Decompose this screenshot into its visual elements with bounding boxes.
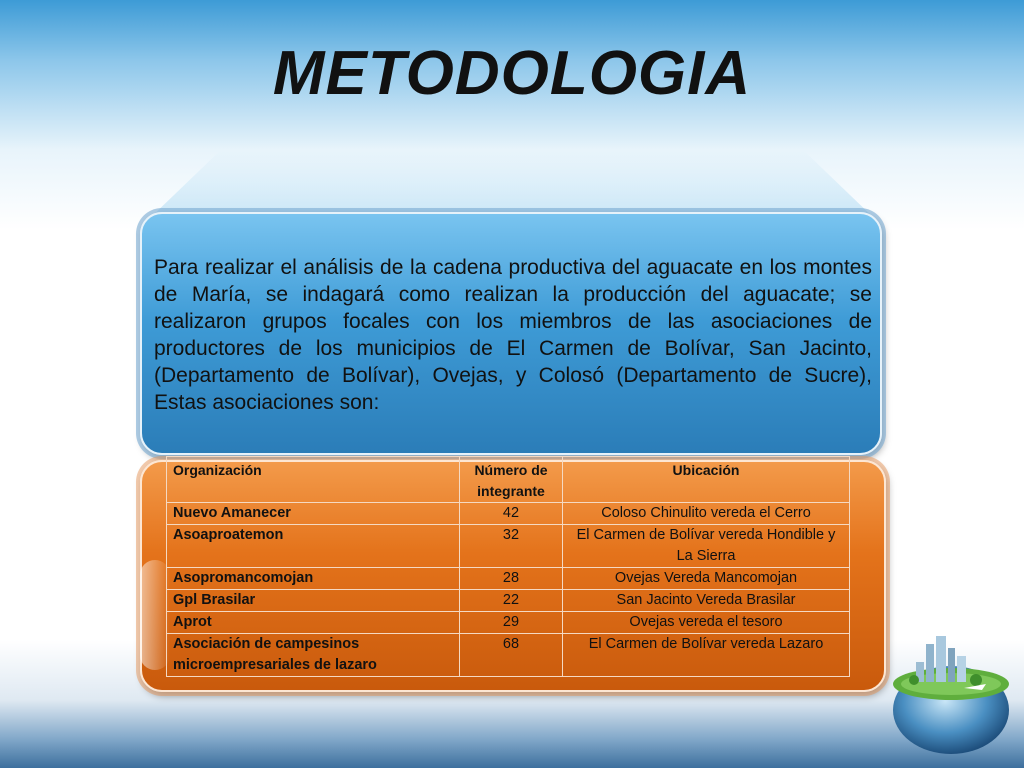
- associations-table: [166, 456, 850, 677]
- globe-city-icon: [886, 628, 1016, 758]
- cell-location: San Jacinto Vereda Brasilar: [563, 590, 850, 612]
- cell-organization: Asociación de campesinos microempresariales de lazaro: [167, 634, 460, 677]
- table-row: [167, 568, 850, 590]
- cell-location: El Carmen de Bolívar vereda Lazaro: [563, 634, 850, 677]
- cell-members: 28: [460, 568, 563, 590]
- cell-location: Ovejas vereda el tesoro: [563, 612, 850, 634]
- cell-organization: Gpl Brasilar: [167, 590, 460, 612]
- cell-organization: Nuevo Amanecer: [167, 503, 460, 525]
- cell-organization: Asoaproatemon: [167, 525, 460, 568]
- cell-location: Ovejas Vereda Mancomojan: [563, 568, 850, 590]
- cell-organization: Asopromancomojan: [167, 568, 460, 590]
- table-row: [167, 590, 850, 612]
- cell-members: 32: [460, 525, 563, 568]
- table-row: [167, 634, 850, 677]
- cell-members: 22: [460, 590, 563, 612]
- cell-members: 42: [460, 503, 563, 525]
- cell-organization: Aprot: [167, 612, 460, 634]
- header-organization: Organización: [167, 457, 460, 503]
- slide-title: METODOLOGIA: [272, 39, 752, 108]
- cell-location: Coloso Chinulito vereda el Cerro: [563, 503, 850, 525]
- table-row: [167, 525, 850, 568]
- table-row: [167, 612, 850, 634]
- header-members: Número de integrante: [460, 457, 563, 503]
- intro-text: Para realizar el análisis de la cadena productiva del aguacate en los montes de María, se indagará como realizan la producción del aguacate; se realizaron grupos focales con los miembros de las asociaciones de productores de los municipios de El Carmen de Bolívar, San Jacinto, (Departamento de Bolívar), Ovejas, y Colosó (Departamento de Sucre), Estas asociaciones son:: [154, 256, 872, 414]
- table-header-row: [167, 457, 850, 503]
- table-row: [167, 503, 850, 525]
- cell-location: El Carmen de Bolívar vereda Hondible y La Sierra: [563, 525, 850, 568]
- header-location: Ubicación: [563, 457, 850, 503]
- cell-members: 29: [460, 612, 563, 634]
- cell-members: 68: [460, 634, 563, 677]
- decorative-shine: [148, 150, 876, 220]
